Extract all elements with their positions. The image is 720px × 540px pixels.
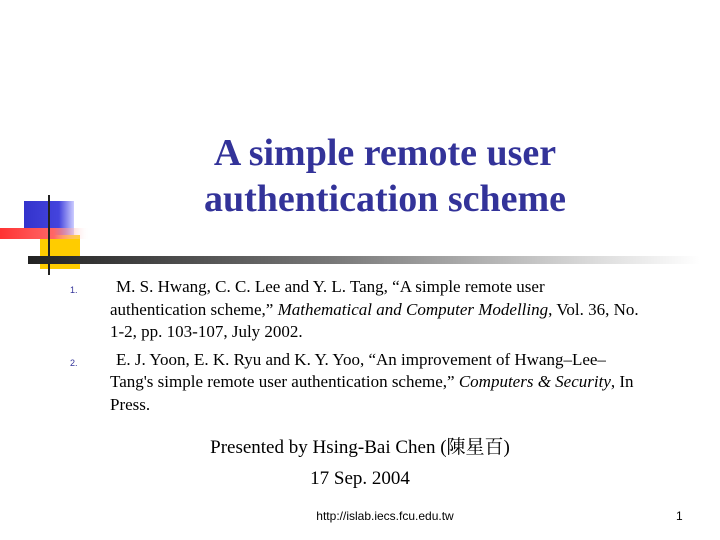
reference-item-2 <box>50 349 640 417</box>
footer-url: http://islab.iecs.fcu.edu.tw <box>316 509 454 523</box>
reference-1-text: M. S. Hwang, C. C. Lee and Y. L. Tang, “A simple remote user authentication scheme,” <box>110 277 545 319</box>
reference-item-1 <box>50 276 640 344</box>
reference-list <box>50 276 640 421</box>
deco-red-bar <box>0 228 90 239</box>
title-underline <box>28 256 700 264</box>
reference-1-details: , Vol. 36, No. 1-2, pp. 103-107, July 2002. <box>110 299 639 341</box>
reference-1-journal: Mathematical and Computer Modelling <box>277 299 549 319</box>
presenter-line: Presented by Hsing-Bai Chen (陳星百) <box>210 437 510 458</box>
reference-2-details: , In Press. <box>110 372 634 414</box>
slide-title <box>150 130 620 222</box>
title-line-2: authentication scheme <box>203 178 567 220</box>
title-line-1: A simple remote user <box>213 132 557 174</box>
reference-2-journal: Computers & Security <box>458 372 611 391</box>
reference-2-text: E. J. Yoon, E. K. Ryu and K. Y. Yoo, “An improvement of Hwang–Lee–Tang's simple remote user authentication scheme,” <box>110 349 606 391</box>
reference-number-2: 2. <box>70 357 78 368</box>
presentation-date: 17 Sep. 2004 <box>310 468 410 489</box>
reference-number-1: 1. <box>70 285 78 295</box>
page-number: 1 <box>676 509 683 523</box>
